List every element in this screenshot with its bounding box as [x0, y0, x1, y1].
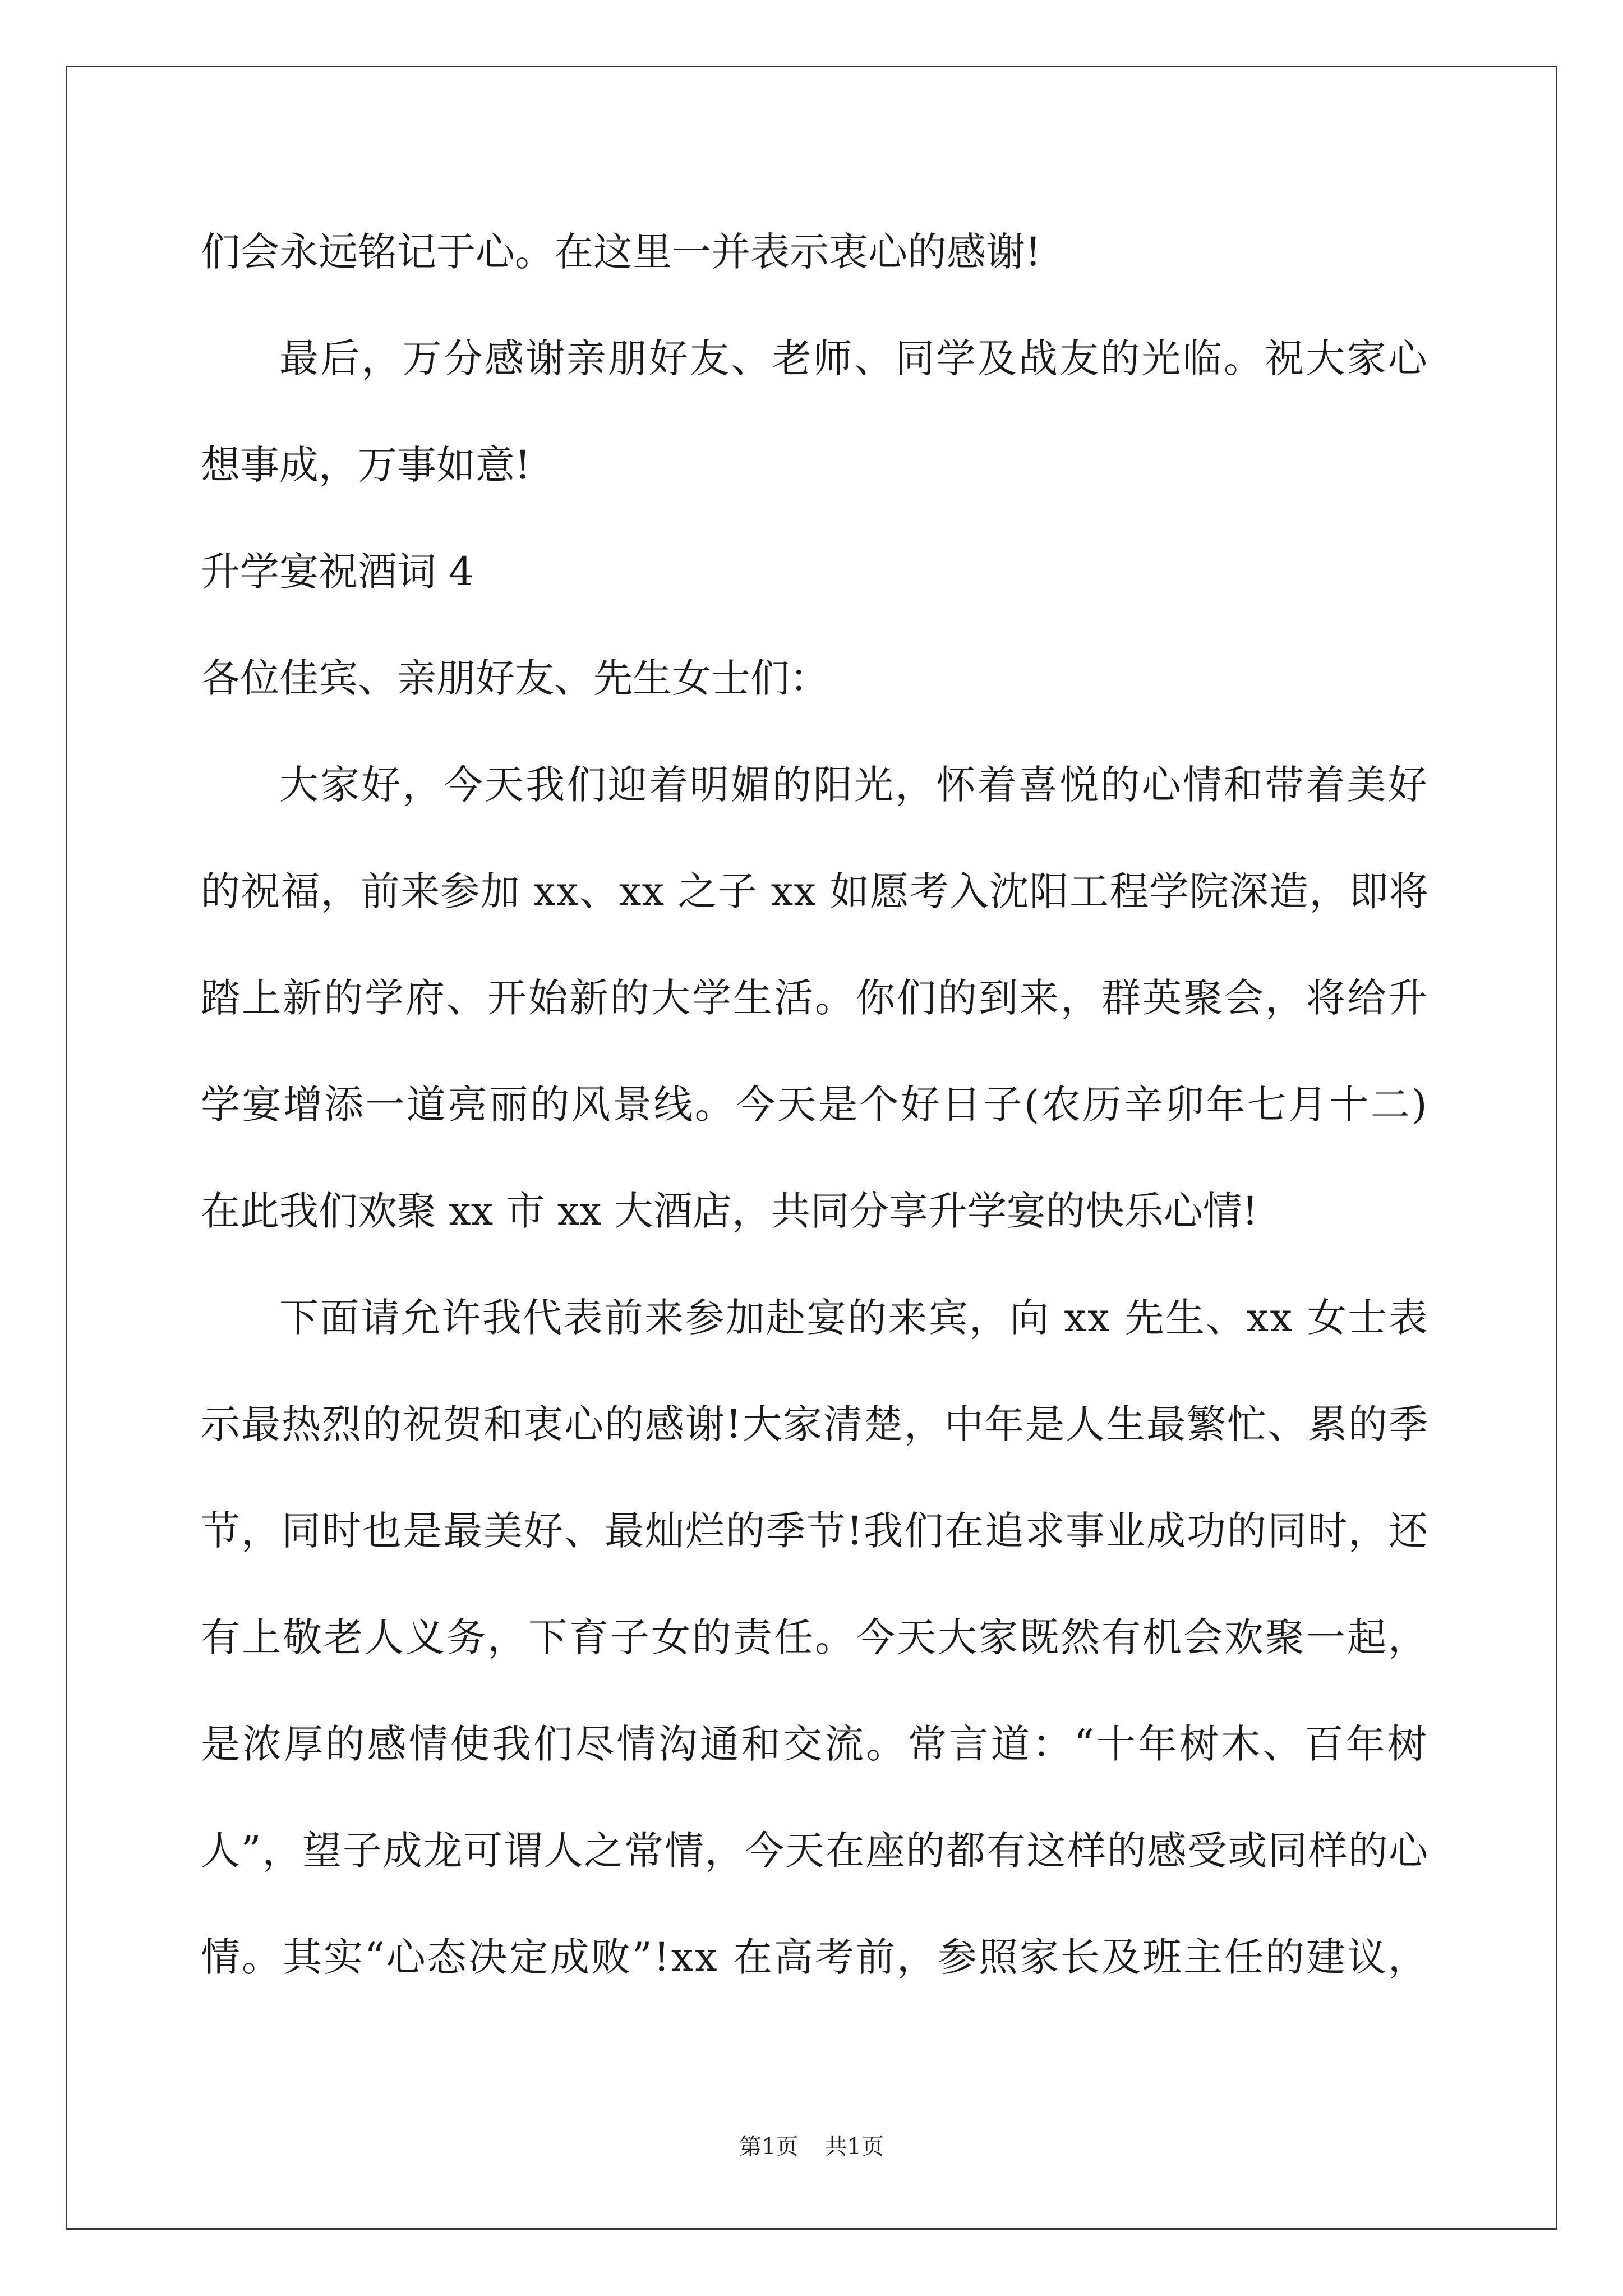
line-text: 想事成，万事如意! — [201, 442, 531, 488]
text-line — [201, 1584, 1429, 1691]
salutation-block — [201, 625, 1429, 731]
salutation: 各位佳宾、亲朋好友、先生女士们： — [201, 655, 829, 701]
text-line — [201, 625, 1429, 731]
text-line — [201, 1051, 1429, 1158]
text-line — [201, 1691, 1429, 1797]
line-text: 有上敬老人义务，下育子女的责任。今天大家既然有机会欢聚一起， — [201, 1614, 1429, 1660]
line-text: 大家好，今天我们迎着明媚的阳光，怀着喜悦的心情和带着美好 — [279, 762, 1429, 808]
text-line — [201, 731, 1429, 838]
text-line — [201, 1158, 1429, 1264]
text-line — [201, 518, 1429, 625]
text-line — [201, 305, 1429, 412]
line-text: 节，同时也是最美好、最灿烂的季节!我们在追求事业成功的同时，还 — [201, 1508, 1429, 1554]
text-line — [201, 945, 1429, 1051]
line-text: 示最热烈的祝贺和衷心的感谢!大家清楚，中年是人生最繁忙、累的季 — [201, 1401, 1429, 1447]
section-title: 升学宴祝酒词 4 — [201, 549, 474, 595]
line-text: 最后，万分感谢亲朋好友、老师、同学及战友的光临。祝大家心 — [279, 335, 1429, 381]
line-text: 下面请允许我代表前来参加赴宴的来宾，向 xx 先生、xx 女士表 — [279, 1295, 1429, 1341]
text-line — [201, 1371, 1429, 1478]
text-line — [201, 199, 1429, 305]
line-text: 情。其实“心态决定成败”!xx 在高考前，参照家长及班主任的建议， — [201, 1934, 1429, 1980]
line-text: 踏上新的学府、开始新的大学生活。你们的到来，群英聚会，将给升 — [201, 975, 1429, 1021]
section-title-block — [201, 518, 1429, 625]
page-footer — [0, 2130, 1623, 2164]
text-line — [201, 838, 1429, 945]
line-text: 是浓厚的感情使我们尽情沟通和交流。常言道：“十年树木、百年树 — [201, 1721, 1429, 1767]
closing-paragraph — [201, 305, 1429, 518]
paragraph — [201, 1264, 1429, 2010]
line-text: 学宴增添一道亮丽的风景线。今天是个好日子(农历辛卯年七月十二) — [201, 1082, 1429, 1128]
text-line — [201, 1478, 1429, 1584]
line-text: 人”，望子成龙可谓人之常情，今天在座的都有这样的感受或同样的心 — [201, 1828, 1429, 1874]
continued-paragraph — [201, 199, 1429, 305]
total-pages-label: 共1页 — [824, 2134, 884, 2160]
text-line — [201, 412, 1429, 518]
current-page-label: 第1页 — [739, 2134, 799, 2160]
text-line — [201, 1797, 1429, 1904]
text-line — [201, 1264, 1429, 1371]
document-body — [201, 199, 1429, 2010]
paragraph — [201, 731, 1429, 1264]
text-line — [201, 1904, 1429, 2010]
line-text: 的祝福，前来参加 xx、xx 之子 xx 如愿考入沈阳工程学院深造，即将 — [201, 868, 1429, 914]
line-text: 在此我们欢聚 xx 市 xx 大酒店，共同分享升学宴的快乐心情! — [201, 1188, 1258, 1234]
line-text: 们会永远铭记于心。在这里一并表示衷心的感谢! — [201, 229, 1041, 275]
